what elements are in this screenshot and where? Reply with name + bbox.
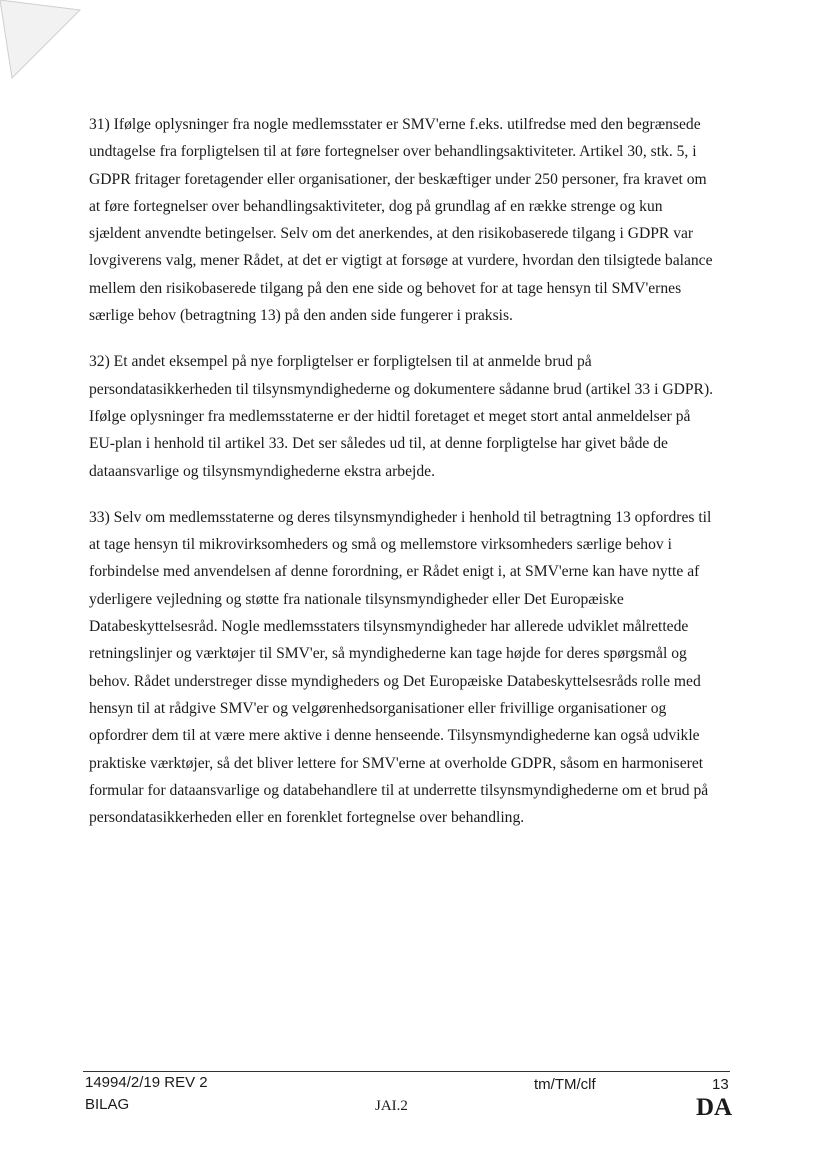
footer-annex-label: BILAG [85, 1096, 130, 1113]
footer-reference: tm/TM/clf [534, 1076, 596, 1093]
page-corner-mark [0, 0, 90, 90]
paragraph-line: yderligere vejledning og støtte fra nationale tilsynsmyndigheder eller Det Europæiske [89, 590, 624, 608]
paragraph-line: mellem den risikobaserede tilgang på den ene side og behovet for at tage hensyn til SMV'ernes [89, 279, 682, 297]
paragraph-line: lovgiverens valg, mener Rådet, at det er vigtigt at forsøge at vurdere, hvordan den tilsigtede balance [89, 252, 713, 270]
paragraph-line: Databeskyttelsesråd. Nogle medlemsstaters tilsynsmyndigheder har allerede udviklet målrettede [89, 618, 689, 636]
paragraph-line: 32) Et andet eksempel på nye forpligtelser er forpligtelsen til at anmelde brud på [89, 353, 592, 371]
footer-department: JAI.2 [375, 1098, 408, 1114]
paragraph-line: persondatasikkerheden eller en forenklet fortegnelse over behandling. [89, 809, 525, 827]
paragraph-line: dataansvarlige og tilsynsmyndighederne ekstra arbejde. [89, 462, 435, 480]
paragraph-line: praktiske værktøjer, så det bliver lettere for SMV'erne at overholde GDPR, såsom en harmoniseret [89, 754, 704, 772]
paragraph-line: forbindelse med anvendelsen af denne forordning, er Rådet enigt i, at SMV'erne kan have nytte af [89, 563, 700, 581]
paragraph [89, 111, 739, 329]
paragraph-line: undtagelse fra forpligtelsen til at føre fortegnelser over behandlingsaktiviteter. Artikel 30, stk. 5, i [89, 143, 697, 161]
paragraph-line: sjældent anvendte betingelser. Selv om det anerkendes, at den risikobaserede tilgang i GDPR var [89, 225, 694, 243]
paragraph [89, 504, 739, 832]
paragraph-line: 33) Selv om medlemsstaterne og deres tilsynsmyndigheder i henhold til betragtning 13 opfordres til [89, 508, 712, 526]
paragraph-line: særlige behov (betragtning 13) på den anden side fungerer i praksis. [89, 307, 513, 325]
paragraph-line: hensyn til at rådgive SMV'er og velgørenhedsorganisationer eller frivillige organisationer og [89, 699, 667, 717]
paragraph-line: EU-plan i henhold til artikel 33. Det ser således ud til, at denne forpligtelse har givet både de [89, 435, 668, 453]
paragraph [89, 348, 739, 484]
document-body [89, 111, 739, 850]
paragraph-line: behov. Rådet understreger disse myndigheders og Det Europæiske Databeskyttelsesråds rolle med [89, 672, 701, 690]
paragraph-line: opfordrer dem til at være mere aktive i denne henseende. Tilsynsmyndighederne kan også udvikle [89, 727, 700, 745]
paragraph-line: persondatasikkerheden til tilsynsmyndighederne og dokumentere sådanne brud (artikel 33 i GDPR). [89, 380, 714, 398]
paragraph-line: Ifølge oplysninger fra medlemsstaterne er der hidtil foretaget et meget stort antal anmeldelser på [89, 407, 691, 425]
paragraph-line: retningslinjer og værktøjer til SMV'er, så myndighederne kan tage højde for deres spørgsmål og [89, 645, 687, 663]
paragraph-line: at føre fortegnelser over behandlingsaktiviteter, dog på grundlag af en række strenge og kun [89, 197, 663, 215]
footer-page-number: 13 [712, 1076, 729, 1093]
paragraph-line: GDPR fritager foretagender eller organisationer, der beskæftiger under 250 personer, fra kravet om [89, 170, 707, 188]
paragraph-line: 31) Ifølge oplysninger fra nogle medlemsstater er SMV'erne f.eks. utilfredse med den begrænsede [89, 116, 701, 133]
paragraph-line: at tage hensyn til mikrovirksomheders og små og mellemstore virksomheders særlige behov i [89, 536, 672, 554]
paragraph-line: formular for dataansvarlige og databehandlere til at underrette tilsynsmyndighederne om et brud på [89, 781, 709, 799]
footer-document-number: 14994/2/19 REV 2 [85, 1074, 208, 1091]
footer-language-code: DA [696, 1094, 733, 1121]
footer-divider [83, 1071, 730, 1072]
